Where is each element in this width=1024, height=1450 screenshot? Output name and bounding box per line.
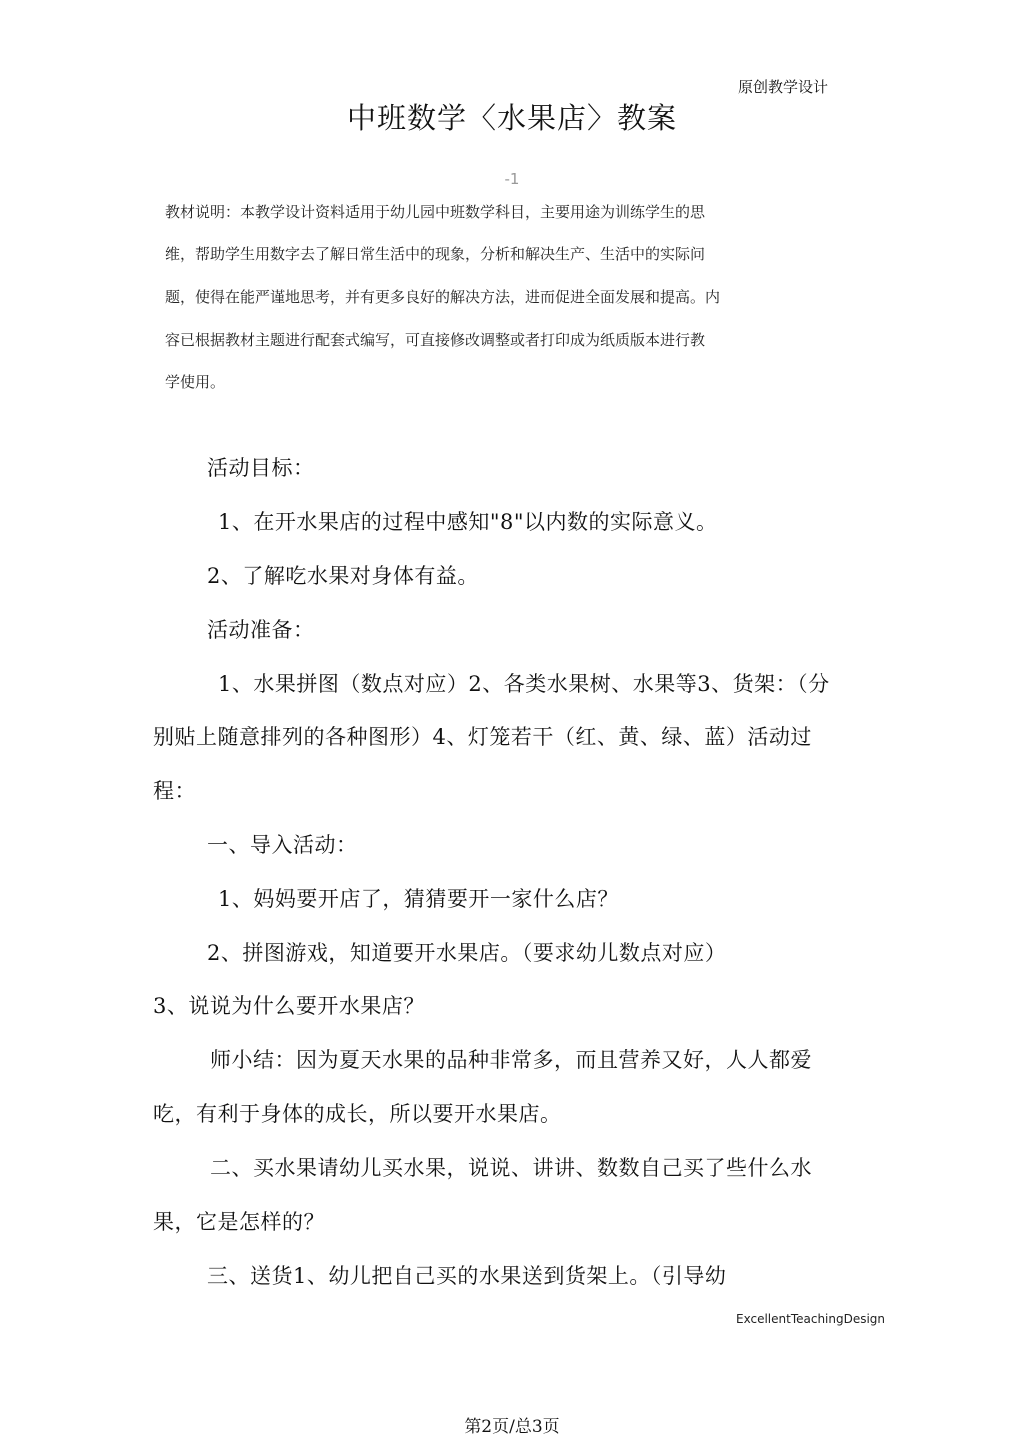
body-line: 师小结：因为夏天水果的品种非常多，而且营养又好，人人都爱 — [210, 1048, 812, 1072]
section-heading-prep: 活动准备： — [207, 618, 315, 642]
body-line: 3、说说为什么要开水果店？ — [153, 994, 425, 1018]
section-heading-goals: 活动目标： — [207, 456, 315, 480]
body-line: 1、妈妈要开店了，猜猜要开一家什么店？ — [218, 887, 619, 911]
intro-line: 容已根据教材主题进行配套式编写，可直接修改调整或者打印成为纸质版本进行教 — [165, 331, 706, 349]
intro-line: 教材说明：本教学设计资料适用于幼儿园中班数学科目，主要用途为训练学生的思 — [165, 203, 706, 221]
footer-note: ExcellentTeachingDesign — [736, 1312, 886, 1326]
page-number: 第2页/总3页 — [464, 1417, 560, 1437]
header-note: 原创教学设计 — [738, 78, 829, 96]
body-line: 1、水果拼图（数点对应）2、各类水果树、水果等3、货架：（分 — [218, 672, 830, 696]
intro-line: 学使用。 — [165, 373, 226, 391]
body-line: 吃，有利于身体的成长，所以要开水果店。 — [153, 1102, 562, 1126]
body-line: 2、了解吃水果对身体有益。 — [207, 564, 479, 588]
body-line: 2、拼图游戏，知道要开水果店。（要求幼儿数点对应） — [207, 941, 727, 965]
body-line: 程： — [153, 779, 196, 803]
body-line: 1、在开水果店的过程中感知"8"以内数的实际意义。 — [218, 510, 718, 534]
intro-line: 题，使得在能严谨地思考，并有更多良好的解决方法，进而促进全面发展和提高。内 — [165, 288, 721, 306]
body-line: 别贴上随意排列的各种图形）4、灯笼若干（红、黄、绿、蓝）活动过 — [153, 725, 812, 749]
body-line: 果，它是怎样的？ — [153, 1210, 325, 1234]
document-title: 中班数学〈水果店〉教案 — [346, 101, 677, 135]
intro-line: 维，帮助学生用数字去了解日常生活中的现象，分析和解决生产、生活中的实际问 — [165, 245, 706, 263]
section-heading-intro: 一、导入活动： — [207, 833, 358, 857]
page-mark: -1 — [504, 170, 520, 188]
section-heading-deliver: 三、送货1、幼儿把自己买的水果送到货架上。（引导幼 — [207, 1264, 727, 1288]
section-heading-buy: 二、买水果请幼儿买水果，说说、讲讲、数数自己买了些什么水 — [210, 1156, 812, 1180]
